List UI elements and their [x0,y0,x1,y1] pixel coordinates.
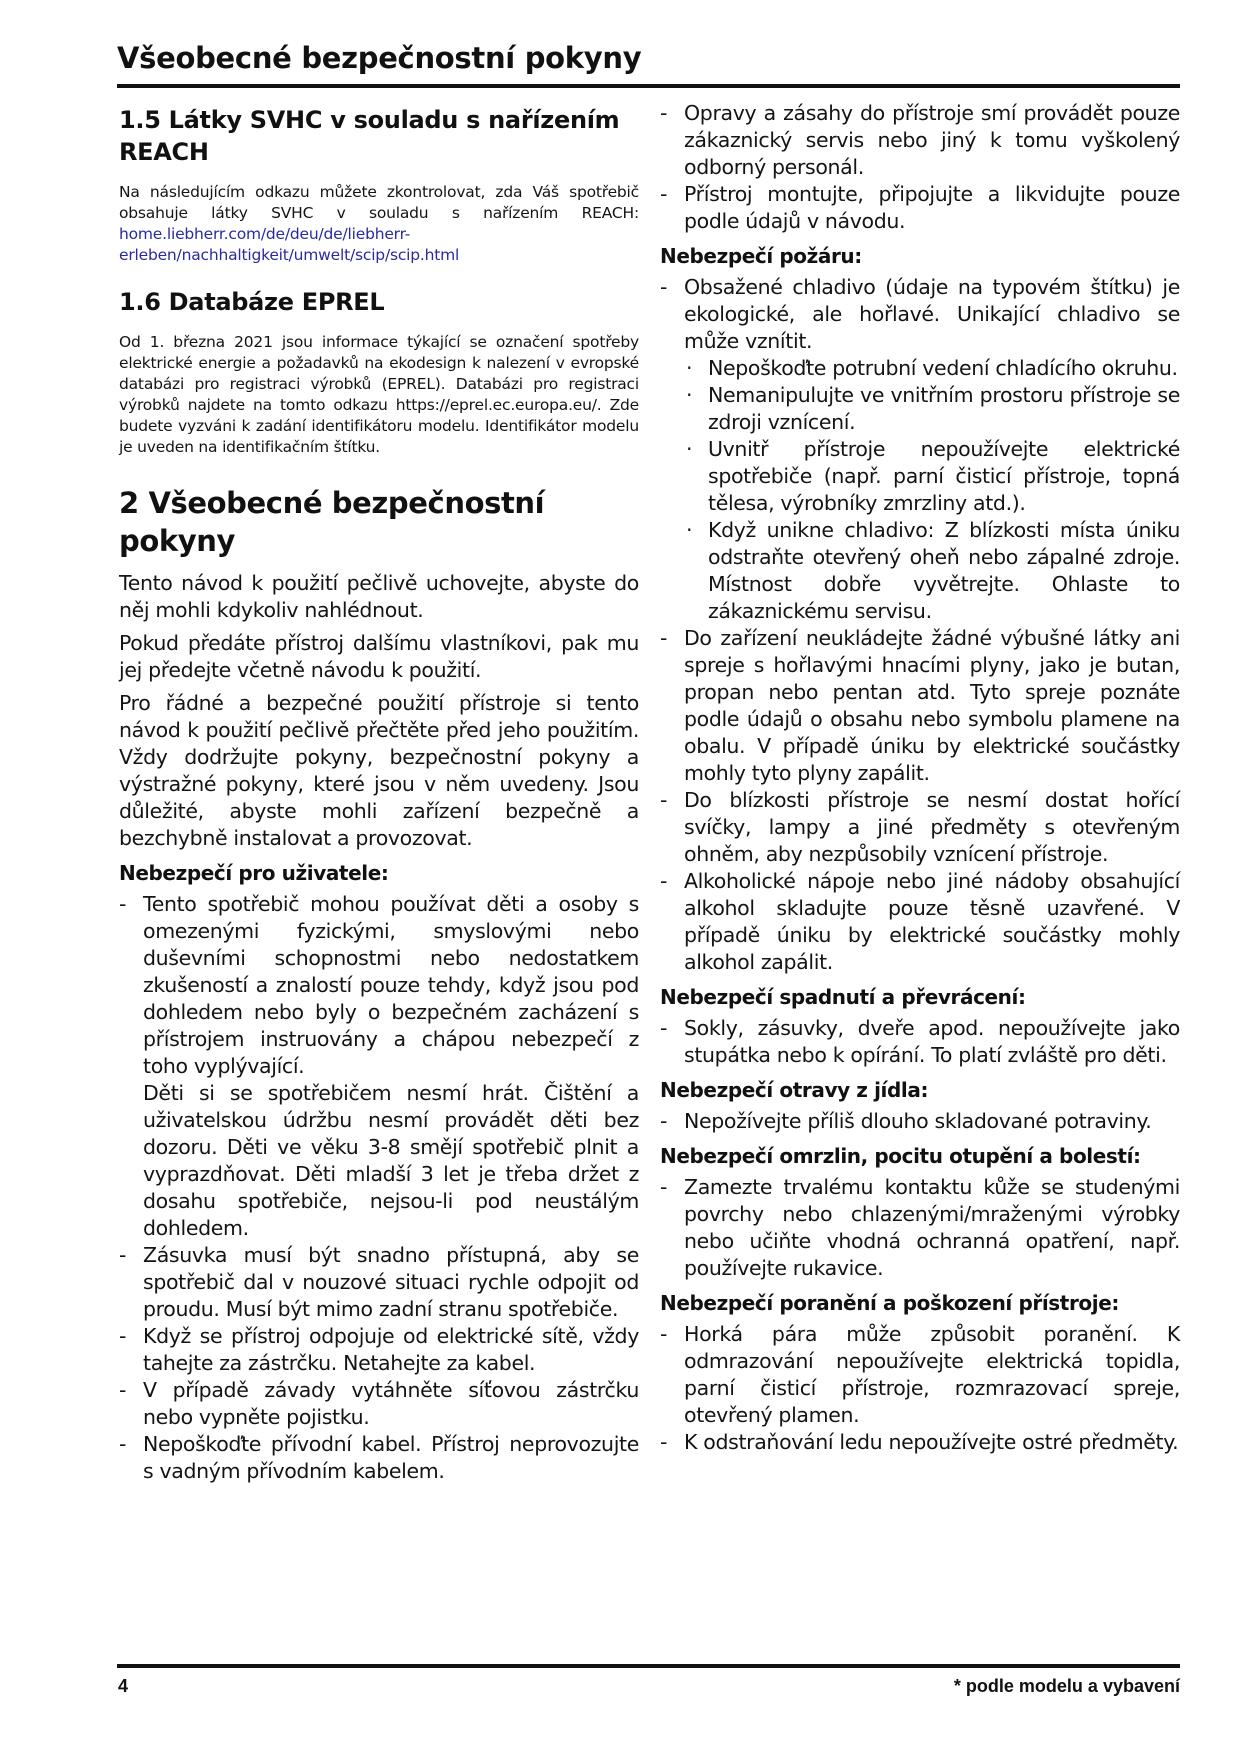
list-item-text: Do blízkosti přístroje se nesmí dostat hořící svíčky, lampy a jiné předměty s otevřeným ohněm, aby nezpůsobily vznícení přístroje. [684,788,1180,866]
dash-marker: - [660,869,668,893]
list-item [660,1429,1180,1456]
bullet-marker: · [686,437,693,461]
section-1-5 [119,104,639,266]
dash-marker: - [660,626,668,650]
fall-hazard-heading: Nebezpečí spadnutí a převrácení: [660,985,1026,1009]
intro-paragraph: Pokud předáte přístroj dalšímu vlastníkovi, pak mu jej předejte včetně návodu k použití. [119,631,639,682]
list-item-text: Sokly, zásuvky, dveře apod. nepoužívejte jako stupátka nebo k opírání. To platí zvláště pro děti. [684,1016,1180,1067]
list-item-text: K odstraňování ledu nepoužívejte ostré předměty. [684,1430,1179,1454]
dash-marker: - [119,1243,127,1267]
list-item [119,1242,639,1323]
injury-hazard-list [660,1321,1180,1456]
list-item [660,1108,1180,1135]
food-hazard-list [660,1108,1180,1135]
section-2 [119,484,639,1485]
list-item [660,625,1180,787]
dash-marker: - [119,1378,127,1402]
list-item [119,891,639,1242]
section-2-title: 2 Všeobecné bezpečnostní pokyny [119,486,545,558]
sub-list-item [684,517,1180,625]
list-item-text: Do zařízení neukládejte žádné výbušné látky ani spreje s hořlavými hnacími plyny, jako je butan, propan nebo pentan atd. Tyto spreje poznáte podle údajů o obsahu nebo symbolu plamene na obalu. V případě úniku by elektrické součástky mohly tyto plyny zapálit. [684,626,1180,785]
list-item [660,868,1180,976]
dash-marker: - [660,1016,668,1040]
right-column [660,100,1180,1456]
section-1-6-title: 1.6 Databáze EPREL [119,288,385,316]
dash-marker: - [660,1430,668,1454]
list-item [660,1174,1180,1282]
list-item-text: Nepožívejte příliš dlouho skladované potraviny. [684,1109,1152,1133]
dash-marker: - [119,1432,127,1456]
sub-list-item-text: Nemanipulujte ve vnitřním prostoru přístroje se zdroji vznícení. [708,383,1180,434]
list-item-text: Alkoholické nápoje nebo jiné nádoby obsahující alkohol skladujte pouze těsně uzavřené. V případě úniku by elektrické součástky mohly alkohol zapálit. [684,869,1180,974]
list-item-text: Tento spotřebič mohou používat děti a osoby s omezenými fyzickými, smyslovými nebo duševními schopnostmi nebo nedostatkem zkušeností a znalostí pouze tehdy, když jsou pod dohledem nebo byly o bezpečném zacházení s přístrojem instruovány a chápou nebezpečí z toho vyplývající. [143,892,639,1078]
list-item-text: Zásuvka musí být snadno přístupná, aby se spotřebič dal v nouzové situaci rychle odpojit od proudu. Musí být mimo zadní stranu spotřebiče. [143,1243,639,1321]
refrigerant-sublist [660,355,1180,625]
frost-hazard-list [660,1174,1180,1282]
header-rule [117,84,1180,88]
injury-hazard-heading: Nebezpečí poranění a poškození přístroje: [660,1291,1119,1315]
sub-list-item [684,382,1180,436]
bullet-marker: · [686,518,693,542]
intro-paragraph: Pro řádné a bezpečné použití přístroje si tento návod k použití pečlivě přečtěte před jeho použitím. Vždy dodržujte pokyny, bezpečnostní pokyny a výstražné pokyny, které jsou v něm uvedeny. Jsou důležité, abyste mohli zařízení bezpečně a bezchybně instalovat a provozovat. [119,691,639,850]
list-item-text: Horká pára může způsobit poranění. K odmrazování nepoužívejte elektrická topidla, parní čisticí přístroje, rozmrazovací spreje, otevřený plamen. [684,1322,1180,1427]
repair-list [660,100,1180,235]
left-column [119,100,639,1485]
fire-hazard-list [660,274,1180,355]
footer-rule [117,1664,1180,1668]
section-1-5-text [119,182,639,266]
list-item-text: Když se přístroj odpojuje od elektrické sítě, vždy tahejte za zástrčku. Netahejte za kabel. [143,1324,639,1375]
dash-marker: - [660,182,668,206]
section-1-5-body: Na následujícím odkazu můžete zkontrolovat, zda Váš spotřebič obsahuje látky SVHC v souladu s nařízením REACH: [119,183,639,222]
fall-hazard-list [660,1015,1180,1069]
dash-marker: - [660,788,668,812]
dash-marker: - [660,1322,668,1346]
list-item [660,1015,1180,1069]
dash-marker: - [119,892,127,916]
sub-list-item [684,355,1180,382]
sub-list-item [684,436,1180,517]
scip-link[interactable]: home.liebherr.com/de/deu/de/liebherr-erleben/nachhaltigkeit/umwelt/scip/scip.html [119,225,460,264]
dash-marker: - [119,1324,127,1348]
page-title: Všeobecné bezpečnostní pokyny [117,41,642,75]
bullet-marker: · [686,356,693,380]
list-item [660,787,1180,868]
user-hazard-list [119,891,639,1485]
sub-list-item-text: Uvnitř přístroje nepoužívejte elektrické spotřebiče (např. parní čisticí přístroje, topná tělesa, výrobníky zmrzliny atd.). [708,437,1180,515]
fire-hazard-list-cont [660,625,1180,976]
dash-marker: - [660,1109,668,1133]
page-header [117,38,1180,78]
bullet-marker: · [686,383,693,407]
user-hazard-heading: Nebezpečí pro uživatele: [119,861,389,885]
section-1-6-text: Od 1. března 2021 jsou informace týkající se označení spotřeby elektrické energie a požadavků na ekodesign k nalezení v evropské databázi pro registraci výrobků (EPREL). Databázi pro registraci výrobků najdete na tomto odkazu https://eprel.ec.europa.eu/. Zde budete vyzváni k zadání identifikátoru modelu. Identifikátor modelu je uveden na identifikačním štítku. [119,333,639,456]
list-item [660,100,1180,181]
footer-note: * podle modelu a vybavení [953,1676,1180,1696]
sub-list-item-text: Když unikne chladivo: Z blízkosti místa úniku odstraňte otevřený oheň nebo zápalné zdroje. Místnost dobře vyvětrejte. Ohlaste to zákaznickému servisu. [708,518,1180,623]
list-item-text: Obsažené chladivo (údaje na typovém štítku) je ekologické, ale hořlavé. Unikající chladivo se může vznítit. [684,275,1180,353]
intro-paragraph: Tento návod k použití pečlivě uchovejte, abyste do něj mohli kdykoliv nahlédnout. [119,571,639,622]
list-item-text: Opravy a zásahy do přístroje smí provádět pouze zákaznický servis nebo jiný k tomu vyškolený odborný personál. [684,101,1180,179]
dash-marker: - [660,101,668,125]
list-item-continuation: Děti si se spotřebičem nesmí hrát. Čištění a uživatelskou údržbu nesmí provádět děti bez dozoru. Děti ve věku 3-8 smějí spotřebič plnit a vyprazdňovat. Děti mladší 3 let je třeba držet z dosahu spotřebiče, nejsou-li pod neustálým dohledem. [143,1081,639,1240]
list-item [119,1323,639,1377]
sub-list-item-text: Nepoškoďte potrubní vedení chladícího okruhu. [708,356,1178,380]
list-item [660,181,1180,235]
list-item [119,1431,639,1485]
food-hazard-heading: Nebezpečí otravy z jídla: [660,1078,929,1102]
dash-marker: - [660,1175,668,1199]
section-1-5-title: 1.5 Látky SVHC v souladu s nařízením REACH [119,106,620,166]
list-item-text: Nepoškoďte přívodní kabel. Přístroj neprovozujte s vadným přívodním kabelem. [143,1432,639,1483]
list-item [660,274,1180,355]
frost-hazard-heading: Nebezpečí omrzlin, pocitu otupění a bolestí: [660,1144,1141,1168]
list-item-text: Přístroj montujte, připojujte a likvidujte pouze podle údajů v návodu. [684,182,1180,233]
list-item-text: Zamezte trvalému kontaktu kůže se studenými povrchy nebo chlazenými/mraženými výrobky nebo učiňte vhodná ochranná opatření, např. používejte rukavice. [684,1175,1180,1280]
page-number: 4 [118,1676,129,1696]
list-item [660,1321,1180,1429]
list-item-text: V případě závady vytáhněte síťovou zástrčku nebo vypněte pojistku. [143,1378,639,1429]
dash-marker: - [660,275,668,299]
list-item [119,1377,639,1431]
fire-hazard-heading: Nebezpečí požáru: [660,244,862,268]
section-1-6 [119,286,639,458]
